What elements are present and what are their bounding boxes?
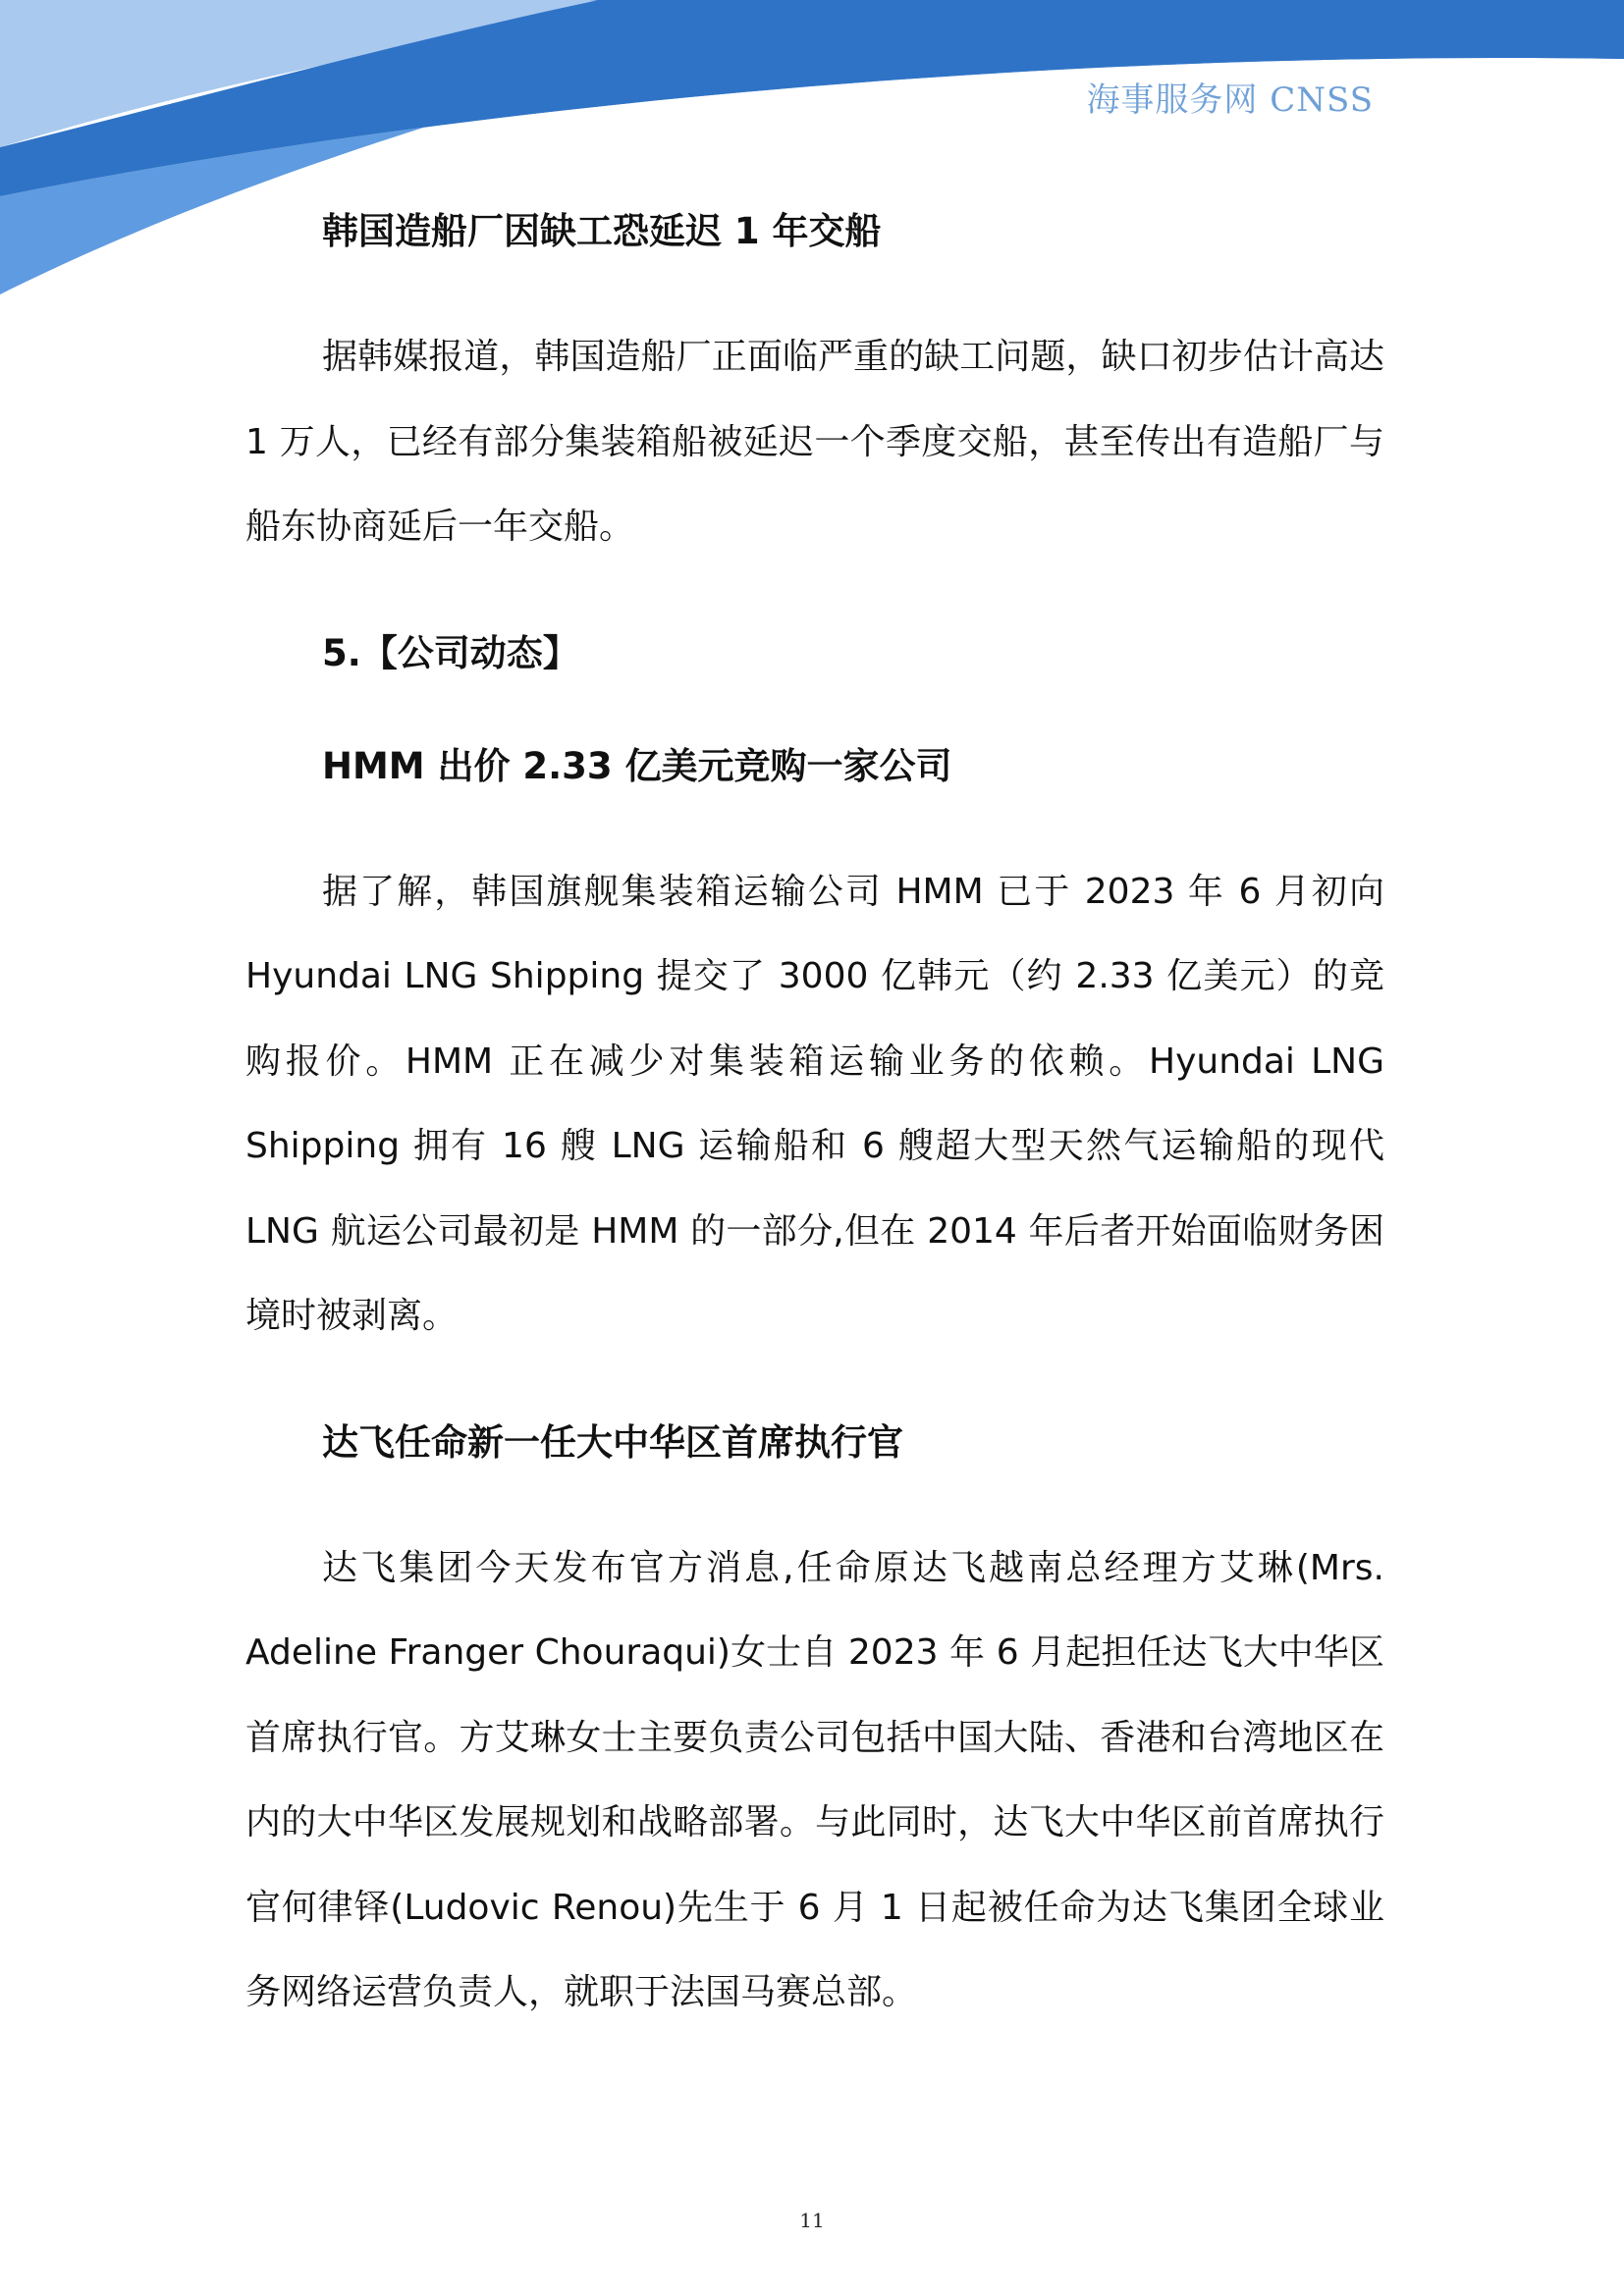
cma-ceo-title: 达飞任命新一任大中华区首席执行官 [322, 1420, 903, 1464]
cma-ceo-body: 达飞集团今天发布官方消息,任命原达飞越南总经理方艾琳(Mrs. Adeline Franger Chouraqui)女士自 2023 年 6 月起担任达飞大中华区首席执行官。方艾琳女士主要负责公司包括中国大陆、香港和台湾地区在内的大中华区发展规划和战略部署。与此同时，达飞大中华区前首席执行官何律铎(Ludovic Renou)先生于 6 月 1 日起被任命为达飞集团全球业务网络运营负责人，就职于法国马赛总部。 [245, 1547, 1384, 2012]
brand-logo-text: 海事服务网 CNSS [1086, 80, 1374, 120]
korea-shipyard-title: 韩国造船厂因缺工恐延迟 1 年交船 [322, 210, 882, 252]
company-news-heading: 5.【公司动态】 [322, 631, 579, 674]
korea-shipyard-body: 据韩媒报道，韩国造船厂正面临严重的缺工问题，缺口初步估计高达 1 万人，已经有部分集装箱船被延迟一个季度交船，甚至传出有造船厂与船东协商延后一年交船。 [245, 337, 1384, 547]
hmm-bid-title: HMM 出价 2.33 亿美元竞购一家公司 [322, 744, 952, 787]
page-number: 11 [799, 2209, 825, 2232]
hmm-bid-body: 据了解，韩国旗舰集装箱运输公司 HMM 已于 2023 年 6 月初向 Hyundai LNG Shipping 提交了 3000 亿韩元（约 2.33 亿美元）的竞购报价。HMM 正在减少对集装箱运输业务的依赖。Hyundai LNG Shipping 拥有 16 艘 LNG 运输船和 6 艘超大型天然气运输船的现代 LNG 航运公司最初是 HMM 的一部分,但在 2014 年后者开始面临财务困境时被剥离。 [245, 871, 1384, 1336]
article-content [245, 202, 1384, 2090]
